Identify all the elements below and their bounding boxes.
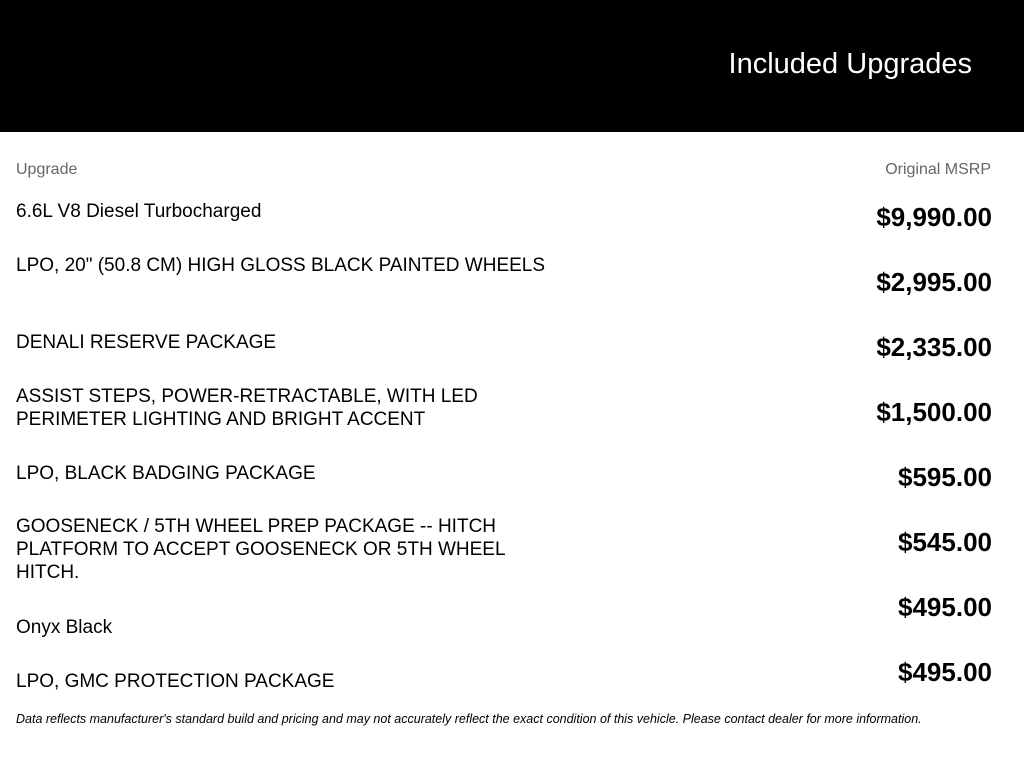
upgrade-name: 6.6L V8 Diesel Turbocharged xyxy=(16,201,262,222)
page-title: Included Upgrades xyxy=(728,48,972,80)
upgrade-name: LPO, BLACK BADGING PACKAGE xyxy=(16,463,316,484)
upgrade-name: LPO, GMC PROTECTION PACKAGE xyxy=(16,671,335,692)
upgrade-price: $595.00 xyxy=(898,462,992,492)
upgrade-price: $2,335.00 xyxy=(876,332,992,362)
disclaimer-text: Data reflects manufacturer's standard build and pricing and may not accurately reflect the exact condition of this vehicle. Please contact dealer for more information. xyxy=(16,712,922,726)
upgrade-name: Onyx Black xyxy=(16,617,113,638)
upgrade-name: DENALI RESERVE PACKAGE xyxy=(16,332,277,353)
upgrade-name: ASSIST STEPS, POWER-RETRACTABLE, WITH LED PERIMETER LIGHTING AND BRIGHT ACCENT xyxy=(16,386,478,430)
upgrade-price: $1,500.00 xyxy=(876,397,992,427)
upgrade-price: $495.00 xyxy=(898,657,992,687)
upgrade-price: $9,990.00 xyxy=(876,202,992,232)
page-header xyxy=(0,0,1024,132)
upgrade-price: $495.00 xyxy=(898,592,992,622)
column-header-msrp: Original MSRP xyxy=(885,161,991,178)
column-header-upgrade: Upgrade xyxy=(16,161,78,178)
upgrade-price: $2,995.00 xyxy=(876,267,992,297)
upgrade-name: GOOSENECK / 5TH WHEEL PREP PACKAGE -- HITCH PLATFORM TO ACCEPT GOOSENECK OR 5TH WHEEL HITCH. xyxy=(16,516,505,583)
upgrade-name: LPO, 20" (50.8 CM) HIGH GLOSS BLACK PAINTED WHEELS xyxy=(16,255,546,276)
upgrade-price: $545.00 xyxy=(898,527,992,557)
